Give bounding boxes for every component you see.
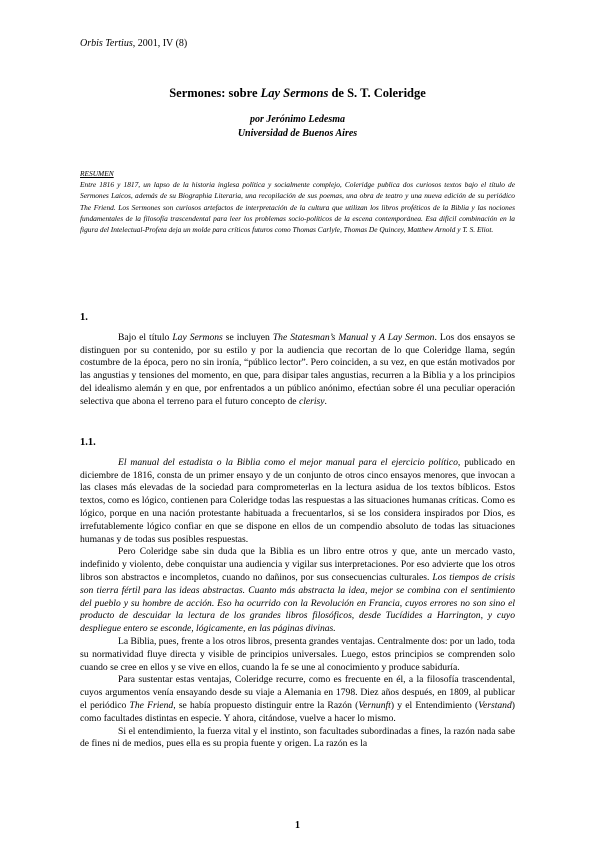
section-1-paragraph [80,332,515,409]
text-run-italic: El manual del estadista o la Biblia como el mejor manual para el ejercicio político [118,456,458,468]
text-run-italic: The Friend [129,699,174,711]
text-run: ) y el Entendimiento ( [390,699,479,711]
text-run: , publicado en diciembre de 1816, consta de un primer ensayo y de un conjunto de otros cinco ensayos menores, que invocan a las clases más elevadas de la sociedad para comprometerlas en la lectura asidua de los textos bíblicos. Estos textos, como es lógico, contienen para Coleridge todas las respuestas a las situaciones humanas críticas. Como es lógico, porque en una nación protestante habituada a frecuentarlos, si se los considera inspirados por Dios, es irrefutablemente lógico confiar en que se dispone en ellos de un compendio absoluto de todas las situaciones humanas y de todas sus posibles respuestas. [80,456,515,545]
text-run: se incluyen [222,331,273,343]
text-run: ) como facultades distintas en especie. Y ahora, citándose, vuelve a hacer lo mismo. [80,699,515,724]
article-title [0,86,595,101]
abstract-text: Entre 1816 y 1817, un lapso de la historia inglesa política y socialmente complejo, Coleridge publica dos curiosos textos bajo el título de Sermones Laicos, además de su Biographia Literaria, una recopilación de sus poemas, una obra de teatro y una nueva edición de su periódico The Friend. Los Sermones son curiosos artefactos de interpretación de la cultura que utilizan los libros proféticos de la Biblia y las nociones fundamentales de la filosofía trascendental para leer los problemas socio-políticos de la escena contemporánea. Esa difícil combinación en la figura del Intelectual-Profeta deja un molde para críticos futuros como Thomas Carlyle, Thomas De Quincey, Matthew Arnold y T. S. Eliot. [80,180,515,235]
text-run: Pero Coleridge sabe sin duda que la Biblia es un libro entre otros y que, ante un mercado vasto, indefinido y violento, debe conquistar una audiencia y vigilar sus interpretaciones. Por eso advierte que los otros libros son abstractos e incompletos, cuando no dañinos, por sus consecuencias culturales. [80,546,515,583]
section-1-heading: 1. [80,312,88,323]
section-1-1-paragraph-5: Si el entendimiento, la fuerza vital y el instinto, son facultades subordinadas a fines, la razón nada sabe de fines ni de medios, pues ella es su propia fuente y origen. La razón es la [80,725,515,750]
section-1-1-paragraph-4 [80,674,515,725]
text-run-italic: Verstand [478,699,512,711]
section-1-1-paragraph-2 [80,546,515,636]
text-run-italic: Vernunft [358,699,391,711]
text-run: y [368,331,380,343]
abstract [80,168,515,235]
title-italic: Lay Sermons [260,86,329,100]
title-prefix: Sermones: sobre [169,86,261,100]
author-name: por Jerónimo Ledesma [250,114,345,125]
journal-issue: , 2001, IV (8) [132,38,188,49]
text-run-italic: Los tiempos de crisis son tierra fértil para las ideas abstractas. Cuanto más abstracta la idea, mejor se combina con el sentimiento del pueblo y su hombre de acción. Eso ha ocurrido con la Revolución en Francia, cuyos errores no son sino el producto de descuidar la lectura de los grandes libros filosóficos, desde Tucídides a Harrington, y cuyo despliegue entero se esconde, lógicamente, en las páginas divinas. [80,571,515,635]
text-run-italic: A Lay Sermon [379,331,435,343]
text-run: Bajo el título [118,331,173,343]
section-1-1 [80,437,515,751]
page-number: 1 [295,820,300,831]
author-affiliation: Universidad de Buenos Aires [237,128,358,139]
section-1-1-paragraph-3: La Biblia, pues, frente a los otros libros, presenta grandes ventajas. Centralmente dos: por un lado, toda su normatividad fluye directa y visible de principios universales. Luego, estos principios se comprenden solo cuando se cree en ellos y se vive en ellos, cuando la fe se une al conocimiento y produce sabiduría. [80,635,515,673]
text-run: Para sustentar estas ventajas, Coleridge recurre, como es frecuente en él, a la filosofía trascendental, cuyos argumentos venía ensayando desde su viaje a Alemania en 1798. Diez años después, en 1809, al publicar el periódico [80,674,515,711]
text-run-italic: Lay Sermons [172,331,223,343]
section-1-1-heading: 1.1. [80,437,96,448]
section-1 [80,312,515,409]
section-1-1-paragraph-1 [80,457,515,547]
text-run: , se había propuesto distinguir entre la Razón ( [173,699,359,711]
author-block [0,113,595,141]
abstract-label: RESUMEN [80,169,114,178]
text-run-italic: The Statesman’s Manual [272,331,369,343]
text-run-italic: clerisy [298,395,325,407]
text-run: . Los dos ensayos se distinguen por su contenido, por su estilo y por la audiencia que recortan de lo que Coleridge llama, según costumbre de la época, pero no sin ironía, “público lector”. Pero coinciden, a su vez, en que están motivados por las angustias y tensiones del momento, en que, para disipar tales angustias, recurren a la Biblia y a los principios del idealismo alemán y en que, por enfrentados a un público anónimo, efectúan sobre él una peculiar operación selectiva que abona el terreno para el futuro concepto de [80,331,516,407]
text-run: . [324,395,327,407]
journal-name: Orbis Tertius [80,38,133,49]
title-suffix: de S. T. Coleridge [328,86,426,100]
running-head [80,38,187,49]
